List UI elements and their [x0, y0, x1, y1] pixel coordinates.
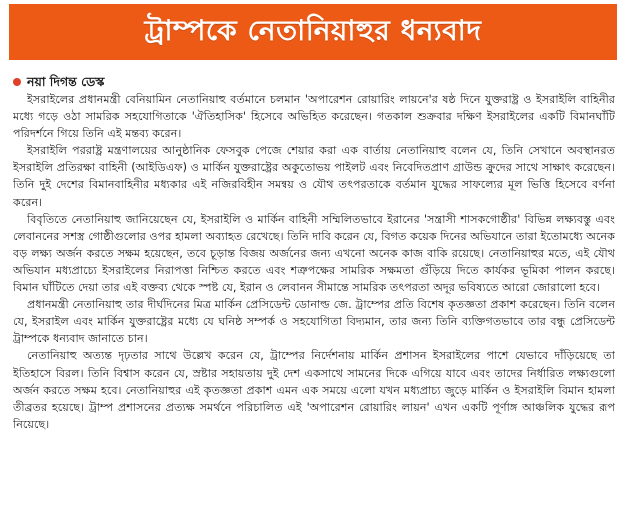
byline — [13, 74, 615, 89]
paragraph-2: ইসরাইলি পররাষ্ট্র মন্ত্রণালয়ের আনুষ্ঠানিক ফেসবুক পেজে শেয়ার করা এক বার্তায় নেতানিয়াহু বলেন যে, তিনি সেখানে অবস্থানরত ইসরাইলি প্রতিরক্ষা বাহিনী (আইডিএফ) ও মার্কিন যুক্তরাষ্ট্রের অকুতোভয় পাইলট এবং নিবেদিতপ্রাণ গ্রাউন্ড ক্রুদের সাথে সাক্ষাৎ করেছেন। তিনি দুই দেশের বিমানবাহিনীর মধ্যকার এই নজিরবিহীন সমন্বয় ও যৌথ তৎপরতাকে বর্তমান যুদ্ধের সাফল্যের মূল ভিত্তি হিসেবে বর্ণনা করেন। — [13, 144, 615, 209]
headline-banner — [9, 4, 617, 60]
paragraph-3: বিবৃতিতে নেতানিয়াহু জানিয়েছেন যে, ইসরাইলি ও মার্কিন বাহিনী সম্মিলিতভাবে ইরানের 'সন্ত্রাসী শাসকগোষ্ঠীর' বিভিন্ন লক্ষ্যবস্তু এবং লেবাননের সশস্ত্র গোষ্ঠীগুলোর ওপর হামলা অব্যাহত রেখেছে। তিনি দাবি করেন যে, বিগত কয়েক দিনের অভিযানে তারা ইতোমধ্যে অনেক বড় লক্ষ্য অর্জন করতে সক্ষম হয়েছেন, তবে চূড়ান্ত বিজয় অর্জনের জন্য এখনো অনেক কাজ বাকি রয়েছে। নেতানিয়াহুর মতে, এই যৌথ অভিযান মধ্যপ্রাচ্যে ইসরাইলের নিরাপত্তা নিশ্চিত করতে এবং শত্রুপক্ষের সামরিক সক্ষমতা গুঁড়িয়ে দিতে কার্যকর ভূমিকা পালন করছে। বিমান ঘাঁটিতে দেয়া তার এই বক্তব্য থেকে স্পষ্ট যে, ইরান ও লেবানন সীমান্তে সামরিক তৎপরতা অদূর ভবিষ্যতে আরো জোরালো হবে। — [13, 212, 615, 295]
bullet-icon — [13, 78, 21, 86]
paragraph-1: ইসরাইলের প্রধানমন্ত্রী বেনিয়ামিন নেতানিয়াহু বর্তমানে চলমান 'অপারেশন রোয়ারিং লায়নে'র ষষ্ঠ দিনে যুক্তরাষ্ট্র ও ইসরাইলি বাহিনীর মধ্যে গড়ে ওঠা সামরিক সহযোগিতাকে 'ঐতিহাসিক' হিসেবে অভিহিত করেছেন। গতকাল শুক্রবার দক্ষিণ ইসরাইলের একটি বিমানঘাঁটি পরিদর্শনে গিয়ে তিনি এই মন্তব্য করেন। — [13, 93, 615, 141]
article-body — [13, 74, 615, 510]
paragraph-4: প্রধানমন্ত্রী নেতানিয়াহু তার দীর্ঘদিনের মিত্র মার্কিন প্রেসিডেন্ট ডোনাল্ড জে. ট্রাম্পের প্রতি বিশেষ কৃতজ্ঞতা প্রকাশ করেছেন। তিনি বলেন যে, ইসরাইল এবং মার্কিন যুক্তরাষ্ট্রের মধ্যে যে ঘনিষ্ঠ সম্পর্ক ও সহযোগিতা বিদ্যমান, তার জন্য তিনি ব্যক্তিগতভাবে তার বন্ধু প্রেসিডেন্ট ট্রাম্পকে ধন্যবাদ জানাতে চান। — [13, 298, 615, 346]
headline: ট্রাম্পকে নেতানিয়াহুর ধন্যবাদ — [144, 13, 482, 47]
byline-text: নয়া দিগন্ত ডেস্ক — [27, 74, 105, 89]
paragraph-5: নেতানিয়াহু অত্যন্ত দৃঢ়তার সাথে উল্লেখ করেন যে, ট্রাম্পের নির্দেশনায় মার্কিন প্রশাসন ইসরাইলের পাশে যেভাবে দাঁড়িয়েছে তা ইতিহাসে বিরল। তিনি বিশ্বাস করেন যে, স্রষ্টার সহায়তায় দুই দেশ একসাথে সামনের দিকে এগিয়ে যাবে এবং তাদের নির্ধারিত লক্ষ্যগুলো অর্জন করতে সক্ষম হবে। নেতানিয়াহুর এই কৃতজ্ঞতা প্রকাশ এমন এক সময়ে এলো যখন মধ্যপ্রাচ্য জুড়ে মার্কিন ও ইসরাইলি বিমান হামলা তীব্রতর হয়েছে। ট্রাম্প প্রশাসনের প্রত্যক্ষ সমর্থনে পরিচালিত এই 'অপারেশন রোয়ারিং লায়ন' এখন একটি পূর্ণাঙ্গ আঞ্চলিক যুদ্ধের রূপ নিয়েছে। — [13, 349, 615, 431]
